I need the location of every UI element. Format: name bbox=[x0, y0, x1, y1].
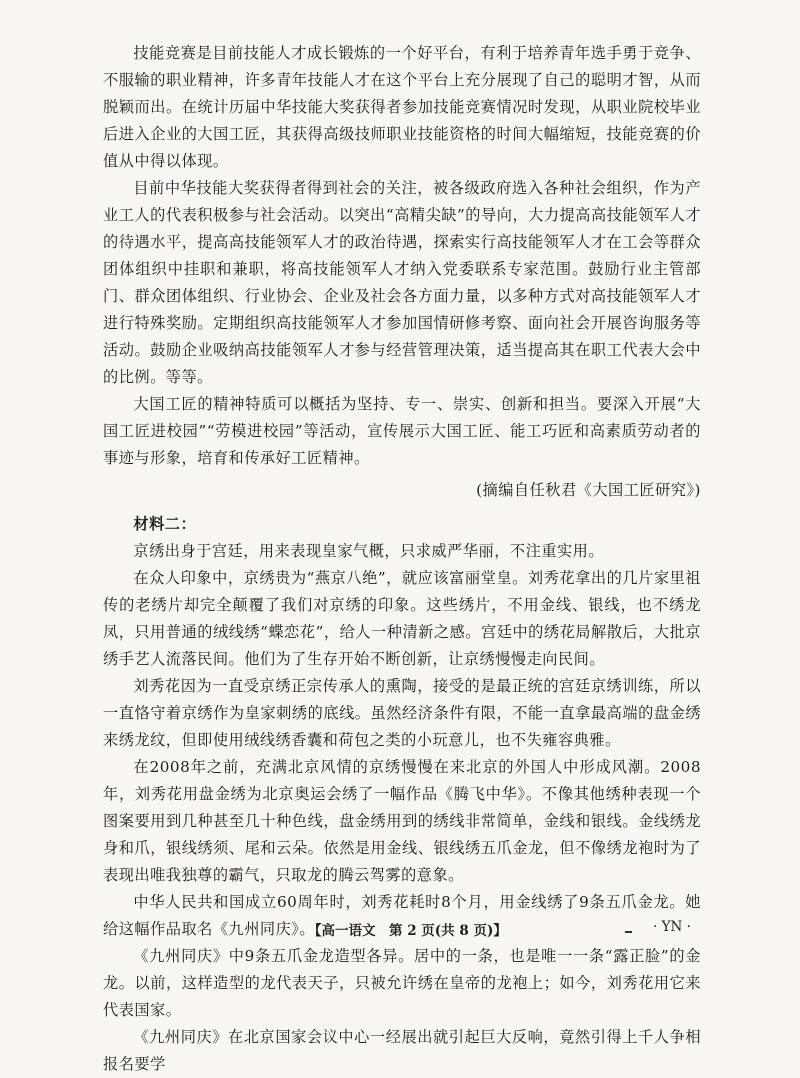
footer-dash bbox=[625, 931, 632, 933]
paragraph: 京绣出身于宫廷，用来表现皇家气概，只求威严华丽，不注重实用。 bbox=[133, 542, 605, 560]
exam-code: · YN · bbox=[653, 919, 691, 935]
source-citation: (摘编自任秋君《大国工匠研究》) bbox=[476, 481, 701, 499]
paragraph: 中华人民共和国成立60周年时，刘秀花耗时8个月，用金线绣了9条五爪金龙。她给这幅作品取名《九州同庆》。 bbox=[103, 893, 701, 938]
paragraph: 在众人印象中，京绣贵为“燕京八绝”，就应该富丽堂皇。刘秀花拿出的几片家里祖传的老绣片却完全颠覆了我们对京绣的印象。这些绣片，不用金线、银线，也不绣龙凤，只用普通的绒线绣“蝶恋花”，给人一种清新之感。宫廷中的绣花局解散后，大批京绣手艺人流落民间。他们为了生存开始不断创新，让京绣慢慢走向民间。 bbox=[103, 569, 701, 668]
section-heading: 材料二： bbox=[133, 515, 197, 533]
paragraph: 大国工匠的精神特质可以概括为坚持、专一、崇实、创新和担当。要深入开展“大国工匠进校园”“劳模进校园”等活动，宣传展示大国工匠、能工巧匠和高素质劳动者的事迹与形象，培育和传承好工匠精神。 bbox=[103, 395, 701, 467]
paragraph: 目前中华技能大奖获得者得到社会的关注，被各级政府选入各种社会组织，作为产业工人的代表积极参与社会活动。以突出“高精尖缺”的导向，大力提高高技能领军人才的待遇水平，提高高技能领军人才的政治待遇，探索实行高技能领军人才在工会等群众团体组织中挂职和兼职，将高技能领军人才纳入党委联系专家范围。鼓励行业主管部门、群众团体组织、行业协会、企业及社会各方面力量，以多种方式对高技能领军人才进行特殊奖励。定期组织高技能领军人才参加国情研修考察、面向社会开展咨询服务等活动。鼓励企业吸纳高技能领军人才参与经营管理决策，适当提高其在职工代表大会中的比例。等等。 bbox=[103, 179, 701, 386]
paragraph: 刘秀花因为一直受京绣正宗传承人的熏陶，接受的是最正统的宫廷京绣训练，所以一直恪守着京绣作为皇家刺绣的底线。虽然经济条件有限，不能一直拿最高端的盘金绣来绣龙纹，但即使用绒线绣香囊和荷包之类的小玩意儿，也不失雍容典雅。 bbox=[103, 677, 701, 749]
paragraph: 《九州同庆》在北京国家会议中心一经展出就引起巨大反响，竟然引得上千人争相报名要学 bbox=[103, 1028, 701, 1073]
page-footer bbox=[0, 919, 800, 943]
paragraph: 在2008年之前，充满北京风情的京绣慢慢在来北京的外国人中形成风潮。2008年，刘秀花用盘金绣为北京奥运会绣了一幅作品《腾飞中华》。不像其他绣种表现一个图案要用到几种甚至几十种色线，盘金绣用到的绣线非常简单，金线和银线。金线绣龙身和爪，银线绣须、尾和云朵。依然是用金线、银线绣五爪金龙，但不像绣龙袍时为了表现出唯我独尊的霸气，只取龙的腾云驾雾的意象。 bbox=[103, 758, 701, 884]
paragraph: 《九州同庆》中9条五爪金龙造型各异。居中的一条，也是唯一一条“露正脸”的金龙。以前，这样造型的龙代表天子，只被允许绣在皇帝的龙袍上；如今，刘秀花用它来代表国家。 bbox=[103, 947, 701, 1019]
paragraph: 技能竞赛是目前技能人才成长锻炼的一个好平台，有利于培养青年选手勇于竞争、不服输的职业精神，许多青年技能人才在这个平台上充分展现了自己的聪明才智，从而脱颖而出。在统计历届中华技能大奖获得者参加技能竞赛情况时发现，从职业院校毕业后进入企业的大国工匠，其获得高级技师职业技能资格的时间大幅缩短，技能竞赛的价值从中得以体现。 bbox=[103, 44, 701, 170]
page-number-label: 【高一语文 第 2 页(共 8 页)】 bbox=[308, 923, 507, 939]
